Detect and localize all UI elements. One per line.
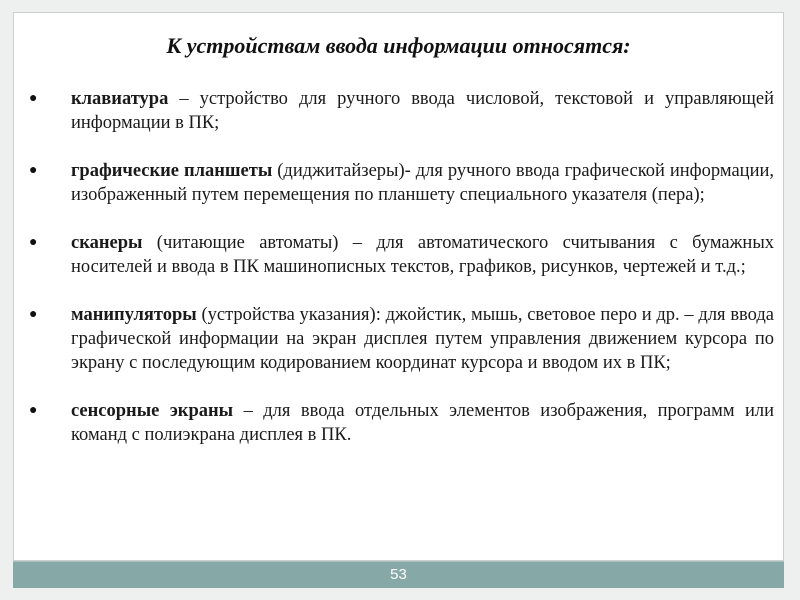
content-panel	[13, 12, 784, 561]
item-description: (читающие автоматы) – для автоматического считывания с бумажных носителей и ввода в ПК машинописных текстов, графиков, рисунков, чертежей и т.д.;	[71, 233, 774, 277]
list-item-touch-screens	[29, 399, 774, 447]
item-term: графические планшеты	[71, 161, 273, 181]
item-term: сенсорные экраны	[71, 401, 234, 421]
item-description: – устройство для ручного ввода числовой, текстовой и управляющей информации в ПК;	[71, 89, 774, 133]
bullet-icon: ●	[29, 163, 38, 178]
bullet-icon: ●	[29, 403, 38, 418]
bullet-icon: ●	[29, 307, 38, 322]
list-item-scanners	[29, 231, 774, 279]
list-item-graphic-tablets	[29, 159, 774, 207]
item-term: клавиатура	[71, 89, 169, 109]
input-devices-list	[29, 87, 774, 471]
item-description: – для ввода отдельных элементов изображения, программ или команд с полиэкрана дисплея в ПК.	[71, 401, 775, 445]
bullet-icon: ●	[29, 91, 38, 106]
list-item-manipulators	[29, 303, 774, 375]
item-description: (диджитайзеры)- для ручного ввода графической информации, изображенный путем перемещения по планшету специального указателя (пера);	[71, 161, 774, 205]
list-item-keyboard	[29, 87, 774, 135]
item-description: (устройства указания): джойстик, мышь, световое перо и др. – для ввода графической информации на экран дисплея путем управления движением курсора по экрану с последующим кодированием координат курсора и вводом их в ПК;	[71, 305, 774, 373]
item-term: манипуляторы	[71, 305, 197, 325]
bullet-icon: ●	[29, 235, 38, 250]
item-term: сканеры	[71, 233, 143, 253]
slide-footer	[13, 561, 784, 588]
slide-title: К устройствам ввода информации относятся:	[166, 33, 631, 58]
page-number: 53	[390, 566, 407, 583]
